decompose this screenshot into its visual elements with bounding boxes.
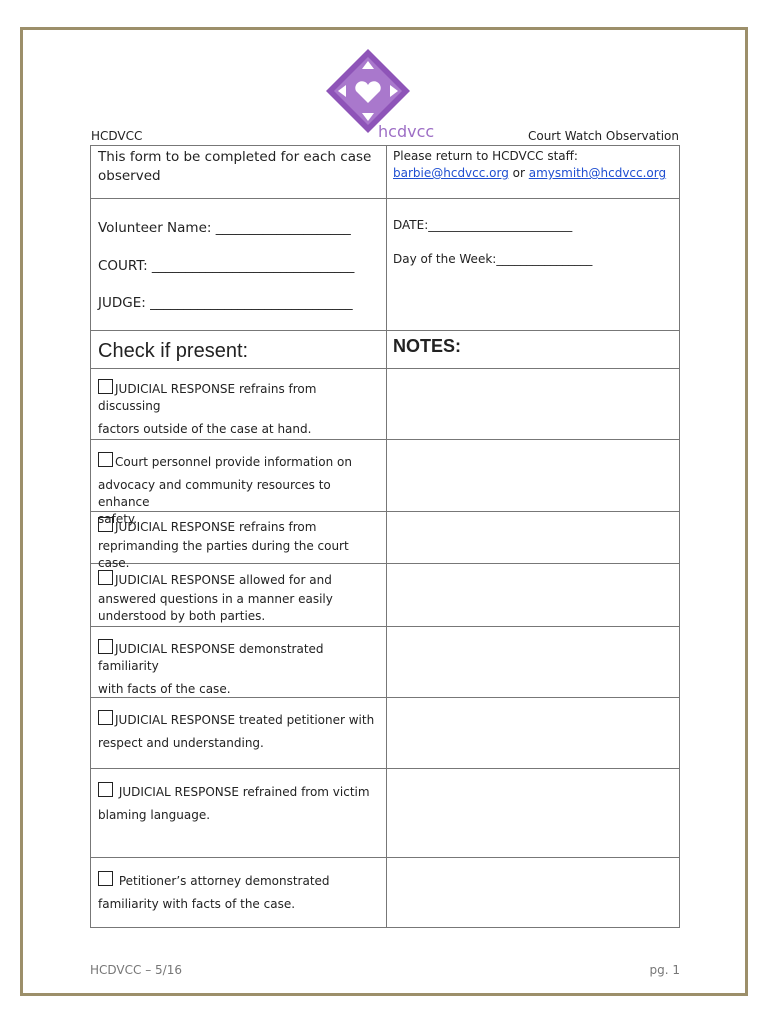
checklist-row xyxy=(90,627,680,698)
checkbox[interactable] xyxy=(98,710,113,725)
form-instruction: This form to be completed for each case observed xyxy=(98,149,372,184)
checklist-item: JUDICIAL RESPONSE refrains from discussing factors outside of the case at hand. xyxy=(98,379,378,438)
fields-row xyxy=(90,199,680,331)
court-field[interactable]: COURT: ______________________________ xyxy=(98,258,355,274)
email-or: or xyxy=(508,166,529,180)
judge-field[interactable]: JUDGE: ______________________________ xyxy=(98,295,353,311)
checklist-item: JUDICIAL RESPONSE refrained from victim blaming language. xyxy=(98,782,378,824)
header-org: HCDVCC xyxy=(91,129,143,143)
checklist-row xyxy=(90,698,680,769)
checklist-item: JUDICIAL RESPONSE allowed for and answered questions in a manner easily understood by both parties. xyxy=(98,570,378,625)
checklist-row xyxy=(90,369,680,440)
volunteer-name-field[interactable]: Volunteer Name: ____________________ xyxy=(98,220,351,236)
email-link-barbie[interactable]: barbie@hcdvcc.org xyxy=(393,166,509,180)
checklist-item: JUDICIAL RESPONSE refrains from reprimanding the parties during the court case. xyxy=(98,517,378,572)
checklist-row xyxy=(90,858,680,928)
checkbox[interactable] xyxy=(98,379,113,394)
footer-page-number: pg. 1 xyxy=(649,963,680,977)
day-of-week-field[interactable]: Day of the Week:________________ xyxy=(393,252,593,266)
notes-title: NOTES: xyxy=(393,336,462,356)
checklist-row xyxy=(90,769,680,858)
return-info xyxy=(393,148,673,182)
checkbox[interactable] xyxy=(98,782,113,797)
intro-row xyxy=(90,145,680,199)
checklist-row xyxy=(90,564,680,627)
checkbox[interactable] xyxy=(98,452,113,467)
checklist-item: JUDICIAL RESPONSE treated petitioner with respect and understanding. xyxy=(98,710,378,752)
svg-text:hcdvcc: hcdvcc xyxy=(378,122,435,141)
hcdvcc-logo xyxy=(322,45,452,145)
checklist-item: JUDICIAL RESPONSE demonstrated familiarity with facts of the case. xyxy=(98,639,378,698)
checkbox[interactable] xyxy=(98,639,113,654)
checklist-item: Court personnel provide information on advocacy and community resources to enhance safety. xyxy=(98,452,378,528)
return-label: Please return to HCDVCC staff: xyxy=(393,149,578,163)
footer-version: HCDVCC – 5/16 xyxy=(90,963,182,977)
header-form-title: Court Watch Observation xyxy=(527,129,679,143)
checklist-item: Petitioner’s attorney demonstrated familiarity with facts of the case. xyxy=(98,871,378,913)
section-title-row xyxy=(90,331,680,369)
checkbox[interactable] xyxy=(98,570,113,585)
email-link-amysmith[interactable]: amysmith@hcdvcc.org xyxy=(528,166,667,180)
checkbox[interactable] xyxy=(98,871,113,886)
checkbox[interactable] xyxy=(98,517,113,532)
checklist-row xyxy=(90,440,680,526)
date-field[interactable]: DATE:________________________ xyxy=(393,218,573,232)
checklist-row xyxy=(90,512,680,570)
check-if-present-title: Check if present: xyxy=(98,340,249,362)
